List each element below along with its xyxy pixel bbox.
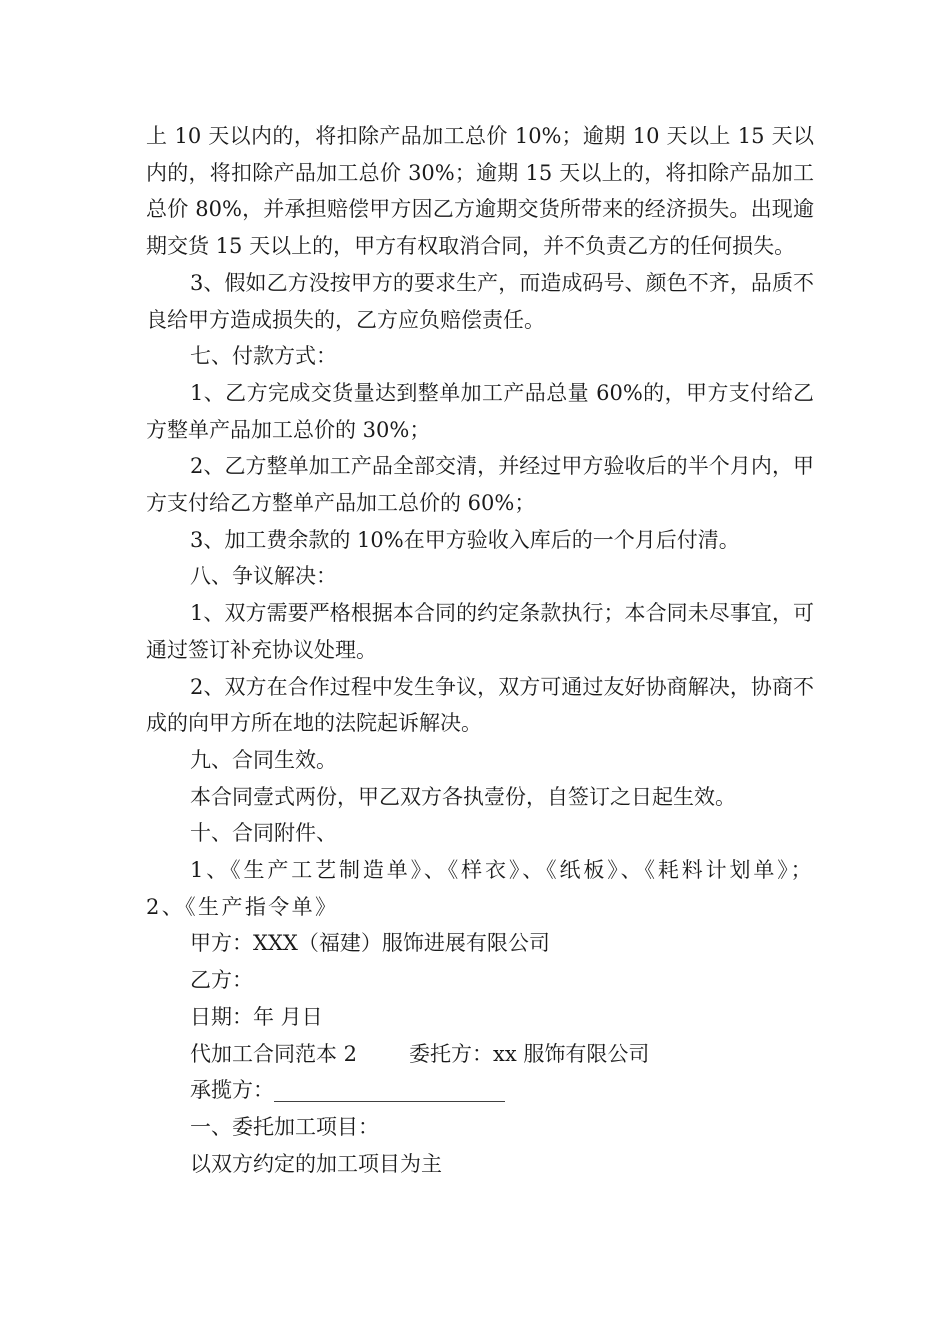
paragraph-dispute-2: 2、双方在合作过程中发生争议，双方可通过友好协商解决，协商不成的向甲方所在地的法院起诉解决。 [146,674,814,736]
paragraph-contract-effect: 本合同壹式两份，甲乙双方各执壹份，自签订之日起生效。 [190,784,736,809]
contractor-line: 承揽方：______________________ [190,1078,505,1103]
paragraph-attachments-list: 1、《生产工艺制造单》、《样衣》、《纸板》、《耗料计划单》； 2、《生产指令单》 [146,858,814,919]
party-a-line: 甲方：XXX（福建）服饰进展有限公司 [190,931,550,956]
heading-dispute-resolution: 八、争议解决： [190,564,337,589]
paragraph-payment-2: 2、乙方整单加工产品全部交清，并经过甲方验收后的半个月内，甲方支付给乙方整单产品加工总价的 60%； [146,454,814,516]
template-title: 代加工合同范本 2 [190,1041,358,1066]
heading-payment-method: 七、付款方式： [190,344,337,369]
heading-attachments: 十、合同附件、 [190,821,337,846]
paragraph-quality-liability: 3、假如乙方没按甲方的要求生产，而造成码号、颜色不齐，品质不良给甲方造成损失的，乙方应负赔偿责任。 [146,270,814,332]
document-page [146,118,814,1182]
paragraph-payment-1: 1、乙方完成交货量达到整单加工产品总量 60%的，甲方支付给乙方整单产品加工总价的 30%； [146,380,814,442]
client-line: 委托方：xx 服饰有限公司 [409,1041,650,1066]
heading-processing-items: 一、委托加工项目： [190,1114,379,1139]
paragraph-payment-3: 3、加工费余款的 10%在甲方验收入库后的一个月后付清。 [190,527,740,552]
paragraph-overdue-penalty: 上 10 天以内的，将扣除产品加工总价 10%；逾期 10 天以上 15 天以内的，将扣除产品加工总价 30%；逾期 15 天以上的，将扣除产品加工总价 80%，并承担赔偿甲方因乙方逾期交货所带来的经济损失。出现逾期交货 15 天以上的，甲方有权取消合同，并不负责乙方的任何损失。 [146,124,814,259]
heading-contract-effect: 九、合同生效。 [190,747,337,772]
paragraph-dispute-1: 1、双方需要严格根据本合同的约定条款执行；本合同未尽事宜，可通过签订补充协议处理。 [146,601,814,662]
party-b-line: 乙方： [190,968,253,993]
template-header-line [146,1036,814,1073]
paragraph-processing-items: 以双方约定的加工项目为主 [190,1151,442,1176]
date-line: 日期：年 月日 [190,1004,323,1029]
